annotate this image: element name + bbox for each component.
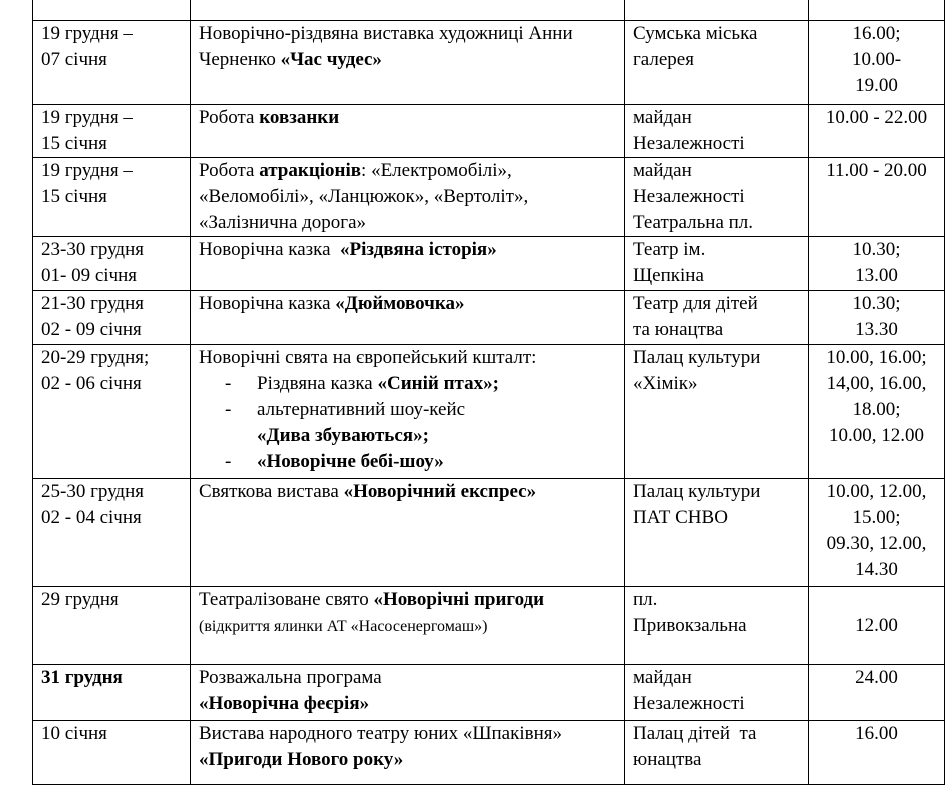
table-row bbox=[33, 158, 945, 237]
time-cell: 10.30; 13.00 bbox=[809, 237, 945, 291]
list-item: «Дива збуваються»; bbox=[257, 425, 429, 446]
venue-cell: майдан Незалежності Театральна пл. bbox=[625, 158, 809, 237]
venue-cell: Театр для дітей та юнацтва bbox=[625, 291, 809, 345]
table-row bbox=[33, 21, 945, 105]
event-cell: Розважальна програма «Новорічна феєрія» bbox=[191, 665, 625, 721]
event-title: «Дюймовочка» bbox=[335, 293, 465, 314]
date-cell: 25-30 грудня 02 - 04 січня bbox=[33, 479, 191, 587]
event-title: «Новорічні пригоди bbox=[373, 589, 545, 610]
table-row bbox=[33, 0, 945, 21]
time-cell: 10.00, 16.00; 14,00, 16.00, 18.00; 10.00, 12.00 bbox=[809, 345, 945, 479]
time-cell: 10.00, 12.00, 15.00; 09.30, 12.00, 14.30 bbox=[809, 479, 945, 587]
table-row bbox=[33, 291, 945, 345]
date-cell: 20-29 грудня; 02 - 06 січня bbox=[33, 345, 191, 479]
list-item: - Різдвяна казка «Синій птах»; bbox=[225, 373, 499, 394]
venue-cell: Палац культури «Хімік» bbox=[625, 345, 809, 479]
time-cell: 16.00 bbox=[809, 721, 945, 785]
event-title: «Час чудес» bbox=[280, 49, 382, 70]
table-row bbox=[33, 479, 945, 587]
date-cell: 31 грудня bbox=[33, 665, 191, 721]
event-cell: Новорічна казка «Дюймовочка» bbox=[191, 291, 625, 345]
event-cell: Новорічна казка «Різдвяна історія» bbox=[191, 237, 625, 291]
date-cell: 21-30 грудня 02 - 09 січня bbox=[33, 291, 191, 345]
event-cell: Новорічно-різдвяна виставка художниці Анни Черненко «Час чудес» bbox=[191, 21, 625, 105]
event-title: «Новорічний експрес» bbox=[343, 481, 537, 502]
venue-cell: Сумська міська галерея bbox=[625, 21, 809, 105]
event-cell: Вистава народного театру юних «Шпаківня» «Пригоди Нового року» bbox=[191, 721, 625, 785]
time-cell: 24.00 bbox=[809, 665, 945, 721]
event-cell: Робота атракціонів: «Електромобілі», «Веломобілі», «Ланцюжок», «Вертоліт», «Залізнична дорога» bbox=[191, 158, 625, 237]
time-cell: 11.00 - 20.00 bbox=[809, 158, 945, 237]
event-title: «Пригоди Нового року» bbox=[199, 749, 404, 770]
date-cell: 19 грудня – 15 січня bbox=[33, 105, 191, 158]
time-cell bbox=[809, 0, 945, 21]
event-list bbox=[199, 371, 619, 475]
event-title: атракціонів bbox=[259, 160, 362, 181]
list-item: - альтернативний шоу-кейс bbox=[225, 399, 466, 420]
event-cell bbox=[191, 0, 625, 21]
venue-cell: Театр ім. Щепкіна bbox=[625, 237, 809, 291]
table-row bbox=[33, 721, 945, 785]
time-cell: 12.00 bbox=[809, 587, 945, 665]
venue-cell: майдан Незалежності bbox=[625, 665, 809, 721]
event-cell: Робота ковзанки bbox=[191, 105, 625, 158]
event-title: ковзанки bbox=[259, 107, 340, 128]
time-cell: 10.00 - 22.00 bbox=[809, 105, 945, 158]
table-row bbox=[33, 237, 945, 291]
event-title: «Новорічна феєрія» bbox=[199, 693, 370, 714]
venue-cell: пл. Привокзальна bbox=[625, 587, 809, 665]
date-cell: 29 грудня bbox=[33, 587, 191, 665]
table-row bbox=[33, 105, 945, 158]
date-cell: 10 січня bbox=[33, 721, 191, 785]
table-row bbox=[33, 587, 945, 665]
venue-cell bbox=[625, 0, 809, 21]
date-cell: 19 грудня – 07 січня bbox=[33, 21, 191, 105]
events-table bbox=[32, 0, 945, 785]
date-cell: 19 грудня – 15 січня bbox=[33, 158, 191, 237]
venue-cell: майдан Незалежності bbox=[625, 105, 809, 158]
date-cell bbox=[33, 0, 191, 21]
table-row bbox=[33, 345, 945, 479]
event-cell: Новорічні свята на європейський кшталт: - Різдвяна казка «Синій птах»; - альтернативний шоу-кейс «Дива збуваються»; - «Новорічне бебі-шоу» bbox=[191, 345, 625, 479]
event-cell: Театралізоване свято «Новорічні пригоди (відкриття ялинки АТ «Насосенергомаш») bbox=[191, 587, 625, 665]
venue-cell: Палац дітей та юнацтва bbox=[625, 721, 809, 785]
event-cell: Святкова вистава «Новорічний експрес» bbox=[191, 479, 625, 587]
list-item: - «Новорічне бебі-шоу» bbox=[225, 451, 444, 472]
time-cell: 16.00; 10.00- 19.00 bbox=[809, 21, 945, 105]
event-title: «Різдвяна історія» bbox=[340, 239, 497, 260]
table-row bbox=[33, 665, 945, 721]
time-cell: 10.30; 13.30 bbox=[809, 291, 945, 345]
date-cell: 23-30 грудня 01- 09 січня bbox=[33, 237, 191, 291]
venue-cell: Палац культури ПАТ СНВО bbox=[625, 479, 809, 587]
